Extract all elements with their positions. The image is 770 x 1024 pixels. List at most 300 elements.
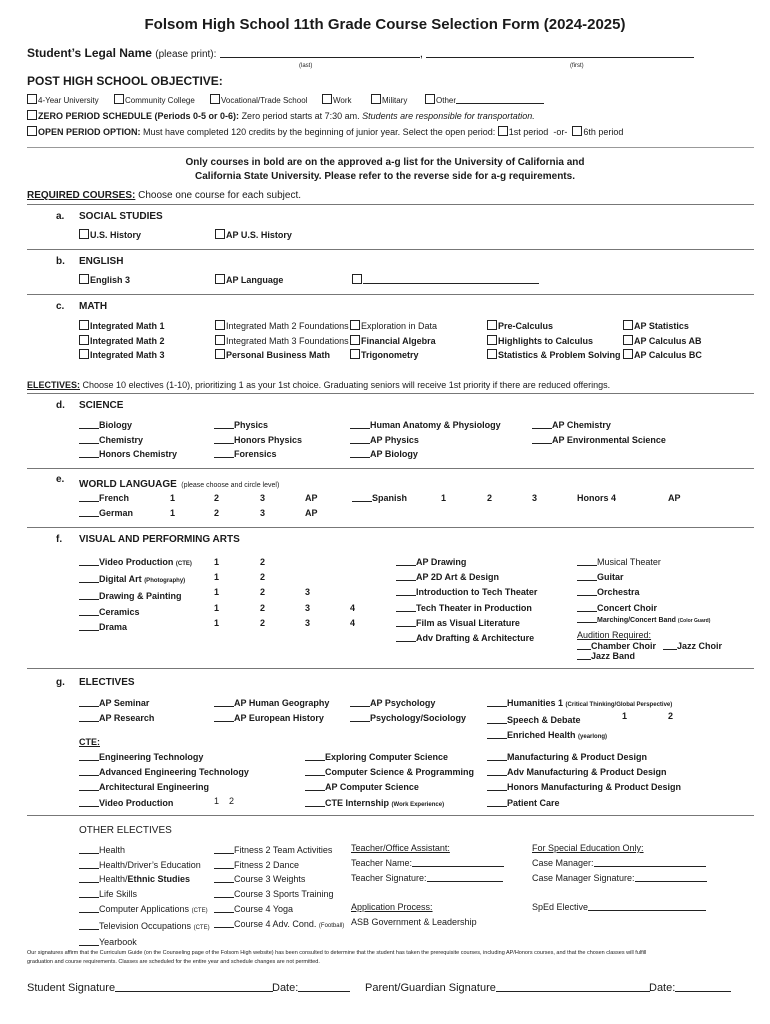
divider — [27, 527, 754, 528]
rank-field[interactable] — [214, 853, 234, 854]
sped-elective-field[interactable] — [588, 910, 706, 911]
checkbox[interactable] — [487, 335, 497, 345]
level[interactable]: 3 — [305, 602, 311, 613]
rank-field[interactable] — [214, 912, 234, 913]
level[interactable]: 1 — [214, 572, 220, 583]
rank-field[interactable] — [532, 443, 552, 444]
checkbox[interactable] — [79, 349, 89, 359]
language-spanish[interactable] — [352, 493, 407, 503]
course-option[interactable] — [214, 696, 329, 711]
course-option[interactable] — [215, 319, 349, 334]
level[interactable]: 4 — [350, 602, 356, 613]
level[interactable]: Honors 4 — [577, 493, 617, 503]
rank-field[interactable] — [532, 428, 552, 429]
rank-field[interactable] — [79, 516, 99, 517]
rank-field[interactable] — [214, 457, 234, 458]
checkbox[interactable] — [215, 274, 225, 284]
rank-field[interactable] — [214, 897, 234, 898]
course-label: Ceramics — [99, 606, 140, 617]
course-option[interactable] — [214, 887, 344, 902]
level[interactable]: 1 — [214, 557, 220, 567]
level[interactable]: AP — [668, 493, 681, 503]
course-option[interactable] — [214, 858, 344, 873]
checkbox[interactable] — [215, 349, 225, 359]
rank-field[interactable] — [305, 790, 325, 791]
rank-field[interactable] — [214, 868, 234, 869]
objective-heading: POST HIGH SCHOOL OBJECTIVE: — [27, 74, 223, 88]
course-option[interactable] — [350, 319, 437, 334]
level[interactable]: 1 — [622, 711, 628, 721]
course-option[interactable] — [487, 728, 672, 745]
course-option[interactable] — [79, 348, 165, 363]
level[interactable]: 3 — [532, 493, 538, 503]
rank-field[interactable] — [79, 897, 99, 898]
math-col-1 — [79, 319, 165, 363]
rank-field[interactable] — [487, 738, 507, 739]
required-heading-row — [27, 190, 301, 201]
level[interactable]: 1 — [170, 493, 176, 503]
course-option[interactable] — [396, 585, 537, 600]
course-label: Forensics — [234, 449, 277, 459]
english-title: ENGLISH — [79, 256, 124, 267]
course-option[interactable] — [396, 616, 537, 631]
course-label: AP Computer Science — [325, 782, 419, 793]
course-option[interactable] — [214, 447, 302, 462]
course-label: Trigonometry — [361, 350, 419, 360]
chamber-choir-option[interactable] — [577, 641, 656, 651]
rank-field[interactable] — [79, 790, 99, 791]
rank-field[interactable] — [79, 457, 99, 458]
course-label: Life Skills — [99, 889, 138, 900]
course-option[interactable] — [214, 902, 344, 917]
rank-field[interactable] — [79, 565, 99, 566]
level[interactable]: 4 — [350, 617, 356, 628]
level[interactable]: 2 — [260, 602, 266, 613]
student-signature-field[interactable] — [115, 991, 273, 992]
rank-field[interactable] — [352, 501, 372, 502]
course-option[interactable] — [79, 433, 177, 448]
rank-field[interactable] — [214, 428, 234, 429]
first-period-option: 1st period — [508, 127, 549, 137]
open-period-label: OPEN PERIOD OPTION: — [38, 127, 141, 137]
course-label: Chemistry — [99, 434, 144, 445]
course-label: Course 3 Weights — [234, 874, 306, 885]
checkbox[interactable] — [215, 229, 225, 239]
divider — [27, 815, 754, 816]
level[interactable]: 1 — [214, 602, 220, 613]
rank-field[interactable] — [79, 929, 99, 930]
course-option[interactable] — [214, 433, 302, 448]
course-option[interactable] — [396, 570, 537, 585]
objective-option[interactable] — [114, 94, 195, 105]
checkbox[interactable] — [210, 94, 220, 104]
language-french[interactable] — [79, 493, 129, 503]
course-option[interactable] — [215, 274, 283, 285]
level[interactable]: 1 — [214, 587, 220, 598]
sped-elective-row — [532, 902, 706, 912]
course-label: Advanced Engineering Technology — [99, 767, 249, 778]
course-option[interactable] — [577, 570, 661, 585]
checkbox[interactable] — [487, 320, 497, 330]
level[interactable]: AP — [305, 493, 318, 503]
objective-option[interactable] — [27, 94, 99, 105]
course-option[interactable] — [79, 319, 165, 334]
option-label: Other — [436, 96, 457, 105]
case-manager-field[interactable] — [594, 866, 706, 867]
course-option[interactable] — [79, 750, 249, 765]
electives-col-2 — [214, 696, 329, 726]
level[interactable]: 3 — [260, 493, 266, 503]
course-label: Engineering Technology — [99, 752, 204, 762]
course-option[interactable] — [79, 858, 210, 873]
course-tag: (Color Guard) — [677, 618, 711, 624]
ta-heading — [351, 843, 450, 853]
course-label: Drawing & Painting — [99, 591, 182, 602]
course-option[interactable] — [623, 348, 702, 363]
vapa-levels-1 — [214, 555, 219, 631]
required-heading: REQUIRED COURSES: — [27, 190, 136, 201]
checkbox[interactable] — [425, 94, 435, 104]
course-label: AP Research — [99, 713, 155, 723]
checkbox[interactable] — [322, 94, 332, 104]
course-option[interactable] — [214, 711, 329, 726]
last-name-field[interactable] — [220, 57, 420, 58]
course-label: Tech Theater in Production — [416, 602, 532, 613]
course-option[interactable] — [79, 902, 210, 919]
rank-field[interactable] — [79, 582, 99, 583]
level[interactable]: 2 — [260, 617, 266, 628]
level[interactable]: 1 — [170, 508, 176, 518]
sped-elective-label: SpEd Elective — [532, 902, 589, 912]
teacher-name-field[interactable] — [412, 866, 504, 867]
course-option[interactable] — [79, 447, 177, 462]
ethnic-studies-label: Ethnic Studies — [127, 874, 191, 885]
checkbox[interactable] — [114, 94, 124, 104]
level[interactable]: 3 — [305, 587, 311, 598]
rank-field[interactable] — [577, 659, 591, 660]
case-manager-label: Case Manager: — [532, 858, 594, 868]
course-option[interactable] — [79, 696, 154, 711]
other-field[interactable] — [456, 103, 544, 104]
checkbox[interactable] — [623, 320, 633, 330]
jazz-band-option[interactable] — [577, 651, 635, 661]
checkbox[interactable] — [352, 274, 362, 284]
course-option[interactable] — [396, 601, 537, 616]
section-letter: e. — [56, 474, 65, 485]
rank-field[interactable] — [577, 649, 591, 650]
case-manager-signature-field[interactable] — [635, 881, 707, 882]
level[interactable]: 2 — [214, 493, 220, 503]
course-label: Speech & Debate — [507, 715, 581, 725]
course-option[interactable] — [215, 229, 292, 240]
rank-field[interactable] — [79, 760, 99, 761]
math-title: MATH — [79, 301, 108, 312]
language-german[interactable] — [79, 508, 133, 518]
level[interactable]: 2 — [668, 711, 674, 721]
checkbox[interactable] — [27, 110, 37, 120]
rank-field[interactable] — [214, 706, 234, 707]
course-option[interactable] — [532, 418, 666, 433]
checkbox[interactable] — [79, 229, 89, 239]
rank-field[interactable] — [487, 790, 507, 791]
rank-field[interactable] — [487, 706, 507, 707]
level[interactable]: AP — [305, 508, 318, 518]
course-option[interactable] — [79, 572, 192, 589]
course-option[interactable] — [79, 919, 210, 936]
rank-field[interactable] — [350, 428, 370, 429]
course-option[interactable] — [350, 433, 501, 448]
rank-field[interactable] — [305, 775, 325, 776]
course-option[interactable] — [487, 765, 681, 780]
first-name-field[interactable] — [426, 57, 694, 58]
course-option[interactable] — [79, 274, 130, 285]
rank-field[interactable] — [577, 595, 597, 596]
marching-band-option[interactable] — [577, 617, 710, 624]
rank-field[interactable] — [577, 622, 597, 623]
course-label: AP Biology — [370, 449, 418, 459]
course-label: Manufacturing & Product Design — [507, 752, 648, 762]
course-label: Honors Chemistry — [99, 449, 178, 459]
rank-field[interactable] — [396, 595, 416, 596]
checkbox[interactable] — [79, 335, 89, 345]
checkbox[interactable] — [487, 349, 497, 359]
course-option[interactable] — [487, 334, 621, 349]
electives-col-4 — [487, 696, 672, 745]
level[interactable]: 2 — [487, 493, 493, 503]
rank-field[interactable] — [79, 599, 99, 600]
rank-field[interactable] — [79, 853, 99, 854]
course-option[interactable] — [350, 348, 437, 363]
parent-signature-field[interactable] — [496, 991, 650, 992]
course-option[interactable] — [79, 887, 210, 902]
checkbox[interactable] — [371, 94, 381, 104]
course-label: Physics — [234, 420, 269, 430]
course-option[interactable] — [487, 696, 672, 713]
objective-option[interactable] — [371, 94, 407, 105]
course-option[interactable] — [305, 765, 474, 780]
rank-field[interactable] — [214, 721, 234, 722]
level[interactable]: 2 — [260, 557, 266, 567]
rank-field[interactable] — [350, 457, 370, 458]
teacher-signature-field[interactable] — [427, 881, 503, 882]
case-manager-row — [532, 858, 706, 868]
other-electives-title: OTHER ELECTIVES — [79, 825, 172, 836]
course-label: Video Production — [99, 797, 174, 808]
divider — [27, 294, 754, 295]
level[interactable]: 2 — [260, 587, 266, 598]
course-option[interactable] — [214, 418, 302, 433]
checkbox[interactable] — [350, 349, 360, 359]
checkbox[interactable] — [79, 274, 89, 284]
rank-field[interactable] — [214, 443, 234, 444]
rank-field[interactable] — [79, 706, 99, 707]
english-other-option[interactable] — [352, 274, 539, 285]
course-option[interactable] — [79, 711, 154, 726]
course-option[interactable] — [215, 334, 349, 349]
rank-field[interactable] — [396, 611, 416, 612]
course-label: Financial Algebra — [361, 335, 436, 346]
course-option[interactable] — [79, 843, 210, 858]
rank-field[interactable] — [487, 723, 507, 724]
level[interactable]: 1 — [441, 493, 447, 503]
level[interactable]: 3 — [305, 617, 311, 628]
teacher-name-row — [351, 858, 504, 868]
course-option[interactable] — [305, 750, 474, 765]
checkbox[interactable] — [215, 320, 225, 330]
course-label: Introduction to Tech Theater — [416, 587, 538, 598]
course-option[interactable] — [577, 585, 661, 600]
rank-field[interactable] — [350, 443, 370, 444]
course-option[interactable] — [214, 843, 344, 858]
course-label: Integrated Math 3 Foundations — [226, 335, 349, 346]
course-option[interactable] — [79, 935, 210, 950]
date-label: Date: — [649, 982, 676, 994]
english-other-field[interactable] — [363, 283, 539, 284]
course-option[interactable] — [79, 605, 192, 620]
course-option[interactable] — [79, 589, 192, 604]
zero-period-row[interactable] — [27, 110, 535, 121]
rank-field[interactable] — [487, 760, 507, 761]
checkbox[interactable] — [623, 349, 633, 359]
rank-field[interactable] — [487, 806, 507, 807]
checkbox[interactable] — [27, 94, 37, 104]
rank-field[interactable] — [396, 580, 416, 581]
course-option[interactable] — [532, 433, 666, 448]
course-option[interactable] — [79, 334, 165, 349]
rank-field[interactable] — [350, 706, 370, 707]
rank-field[interactable] — [577, 580, 597, 581]
language-hint: (please choose and circle level) — [181, 482, 280, 489]
rank-field[interactable] — [79, 945, 99, 946]
rank-field[interactable] — [487, 775, 507, 776]
course-option[interactable] — [487, 796, 681, 811]
rank-field[interactable] — [79, 630, 99, 631]
course-label: AP Calculus BC — [634, 350, 702, 360]
objective-option[interactable] — [322, 94, 352, 105]
parent-date-field[interactable] — [675, 991, 731, 992]
course-option[interactable] — [79, 229, 141, 240]
open-period-row[interactable] — [27, 126, 623, 137]
rank-field[interactable] — [79, 775, 99, 776]
rank-field[interactable] — [577, 565, 597, 566]
objective-option[interactable] — [210, 94, 307, 105]
course-label: Integrated Math 1 — [90, 321, 165, 331]
course-option[interactable] — [487, 348, 621, 363]
teacher-assistant-heading: Teacher/Office Assistant: — [351, 843, 450, 853]
checkbox[interactable] — [572, 126, 582, 136]
audition-label: Audition Required: — [577, 630, 652, 640]
course-label: Jazz Choir — [677, 641, 723, 651]
checkbox[interactable] — [350, 320, 360, 330]
checkbox[interactable] — [215, 335, 225, 345]
course-option[interactable] — [487, 750, 681, 765]
checkbox[interactable] — [27, 126, 37, 136]
option-label: Vocational/Trade School — [221, 96, 308, 105]
rank-field[interactable] — [396, 641, 416, 642]
rank-field[interactable] — [396, 626, 416, 627]
course-option[interactable] — [79, 620, 192, 635]
course-option[interactable] — [350, 696, 466, 711]
student-date-field[interactable] — [298, 991, 350, 992]
electives-heading: ELECTIVES: — [27, 380, 81, 390]
rank-field[interactable] — [577, 611, 597, 612]
course-option[interactable] — [214, 917, 344, 934]
asb-label: ASB Government & Leadership — [351, 917, 477, 927]
checkbox[interactable] — [350, 335, 360, 345]
course-option[interactable] — [79, 780, 249, 795]
checkbox[interactable] — [623, 335, 633, 345]
level[interactable]: 1 — [214, 617, 220, 628]
course-option[interactable] — [79, 555, 192, 572]
rank-field[interactable] — [350, 721, 370, 722]
level[interactable]: 2 — [260, 572, 266, 583]
rank-field[interactable] — [214, 882, 234, 883]
name-comma: , — [419, 46, 424, 60]
rank-field[interactable] — [79, 868, 99, 869]
rank-field[interactable] — [79, 443, 99, 444]
course-option[interactable] — [305, 780, 474, 795]
rank-field[interactable] — [79, 501, 99, 502]
course-label: Guitar — [597, 572, 624, 583]
course-label: Honors Manufacturing & Product Design — [507, 782, 682, 793]
course-option[interactable] — [396, 631, 537, 646]
course-option[interactable] — [350, 711, 466, 726]
rank-field[interactable] — [79, 615, 99, 616]
rank-field[interactable] — [305, 806, 325, 807]
course-option[interactable] — [623, 334, 702, 349]
rank-field[interactable] — [305, 760, 325, 761]
course-option[interactable] — [350, 334, 437, 349]
course-option[interactable] — [487, 780, 681, 795]
course-option[interactable] — [79, 418, 177, 433]
course-label: Fitness 2 Team Activities — [234, 845, 333, 855]
course-option[interactable] — [396, 555, 537, 570]
rank-field[interactable] — [214, 927, 234, 928]
course-option[interactable] — [79, 872, 210, 887]
course-option[interactable] — [487, 713, 672, 728]
rank-field[interactable] — [79, 428, 99, 429]
checkbox[interactable] — [79, 320, 89, 330]
last-label: (last) — [299, 63, 313, 69]
objective-option[interactable] — [425, 94, 544, 105]
level[interactable]: 2 — [214, 508, 220, 518]
course-option[interactable] — [577, 601, 661, 616]
rank-field[interactable] — [79, 912, 99, 913]
rank-field[interactable] — [79, 882, 99, 883]
section-letter: f. — [56, 534, 63, 545]
level[interactable]: 3 — [260, 508, 266, 518]
course-option[interactable] — [623, 319, 702, 334]
rank-field[interactable] — [79, 806, 99, 807]
course-option[interactable] — [215, 348, 349, 363]
rank-field[interactable] — [663, 649, 677, 650]
course-label: Psychology/Sociology — [370, 713, 467, 723]
student-signature-row — [27, 982, 273, 994]
jazz-choir-option[interactable] — [663, 641, 722, 651]
course-option[interactable] — [214, 872, 344, 887]
rank-field[interactable] — [396, 565, 416, 566]
rank-field[interactable] — [79, 721, 99, 722]
course-option[interactable] — [350, 418, 501, 433]
course-option[interactable] — [79, 765, 249, 780]
video-production-levels[interactable]: 1 2 — [214, 795, 235, 806]
course-option[interactable] — [577, 555, 661, 570]
asb-row[interactable] — [351, 917, 477, 927]
course-option[interactable] — [350, 447, 501, 462]
course-option[interactable] — [487, 319, 621, 334]
checkbox[interactable] — [498, 126, 508, 136]
course-option[interactable] — [305, 796, 474, 813]
